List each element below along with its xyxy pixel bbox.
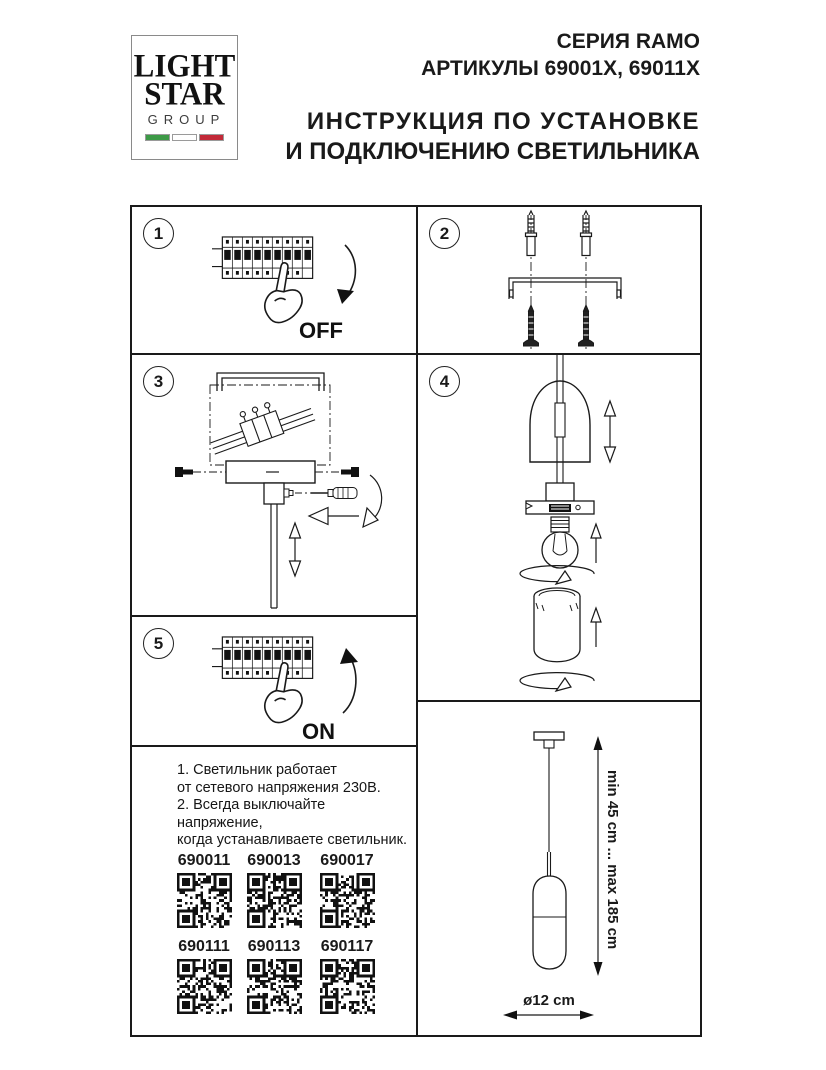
breaker-off-diagram: [132, 207, 416, 353]
article-690011-label: 690011: [177, 852, 231, 869]
logo-text-light: LIGHT: [133, 47, 236, 84]
mounting-bracket: [509, 278, 621, 299]
flag-white-segment: [172, 134, 197, 141]
note-line-1: 1. Светильник работает: [177, 762, 337, 778]
cylinder-shade: [534, 588, 580, 662]
step-2-panel: [416, 207, 700, 353]
qr-code-690017: [320, 873, 375, 928]
article-690017-label: 690017: [320, 852, 374, 869]
header-titles: [250, 28, 700, 167]
article-690111-label: 690111: [178, 938, 230, 955]
step-1-number: 1: [143, 218, 174, 249]
logo-text-group: GROUP: [147, 112, 226, 127]
safety-notes: [177, 762, 412, 850]
qr-code-690111: [177, 959, 232, 1014]
qr-code-690113: [247, 959, 302, 1014]
mounting-hardware-diagram: [418, 207, 702, 353]
article-690013-label: 690013: [247, 852, 301, 869]
arrow-up-head: [340, 648, 358, 664]
height-range-label: min 45 cm ... max 185 cm: [604, 769, 621, 950]
diameter-label: ø12 cm: [523, 992, 575, 1009]
article-690113-label: 690113: [247, 938, 301, 955]
note-line-2: от сетевого напряжения 230В.: [177, 779, 381, 796]
height-dimension-line: [594, 736, 603, 976]
step-1-panel: [132, 207, 416, 353]
step-4-panel: [416, 353, 700, 700]
qr-code-690013: [247, 873, 302, 928]
instruction-title-line2: И ПОДКЛЮЧЕНИЮ СВЕТИЛЬНИКА: [285, 138, 700, 165]
qr-code-690117: [320, 959, 375, 1014]
pendant-lamp-outline: [533, 732, 566, 969]
slide-left-arrow: [309, 508, 359, 525]
arrow-down-head: [337, 289, 354, 304]
socket-plate: [526, 483, 594, 514]
pendant-dimensions-diagram: [418, 702, 702, 1037]
canopy-wiring-diagram: [132, 355, 416, 617]
instruction-grid: [130, 205, 702, 1037]
off-label: OFF: [299, 318, 343, 343]
instruction-title-line1: ИНСТРУКЦИЯ ПО УСТАНОВКЕ: [306, 108, 700, 135]
logo-text-star: STAR: [144, 75, 225, 112]
italian-flag-bar: [145, 134, 225, 141]
step-3-number: 3: [143, 366, 174, 397]
step-3-panel: [132, 353, 416, 615]
notes-panel: [132, 745, 416, 1035]
hanging-bracket: [217, 373, 324, 391]
up-down-arrows: [290, 523, 301, 576]
articles-subtitle: АРТИКУЛЫ 69001X, 69011X: [421, 57, 700, 80]
shade-rotate-arrow: [520, 673, 594, 691]
note-line-3: 2. Всегда выключайте напряжение,: [177, 797, 326, 831]
shade-bulb-assembly-diagram: [418, 355, 702, 702]
note-line-4: когда устанавливаете светильник.: [177, 832, 408, 848]
breaker-on-diagram: [132, 617, 416, 747]
dome-up-down-arrows: [605, 401, 616, 462]
terminal-block-sketch: [204, 389, 315, 458]
light-bulb: [542, 517, 578, 568]
series-title: СЕРИЯ RAMO: [556, 30, 700, 53]
shade-up-arrow: [591, 608, 601, 647]
on-label: ON: [302, 719, 335, 744]
diameter-dimension-line: [503, 1011, 594, 1020]
qr-code-690011: [177, 873, 232, 928]
lightstar-logo: [131, 35, 238, 160]
rotate-arrow: [363, 475, 382, 527]
suspension-rod: [271, 504, 277, 608]
step-5-number: 5: [143, 628, 174, 659]
article-690117-label: 690117: [320, 938, 374, 955]
bulb-up-arrow: [591, 524, 601, 563]
dimensions-panel: [416, 700, 700, 1035]
step-2-number: 2: [429, 218, 460, 249]
flag-red-segment: [199, 134, 224, 141]
step-4-number: 4: [429, 366, 460, 397]
step-5-panel: [132, 615, 416, 745]
stem-socket: [264, 483, 284, 504]
set-screw-and-screwdriver: [284, 488, 357, 499]
flag-green-segment: [145, 134, 170, 141]
